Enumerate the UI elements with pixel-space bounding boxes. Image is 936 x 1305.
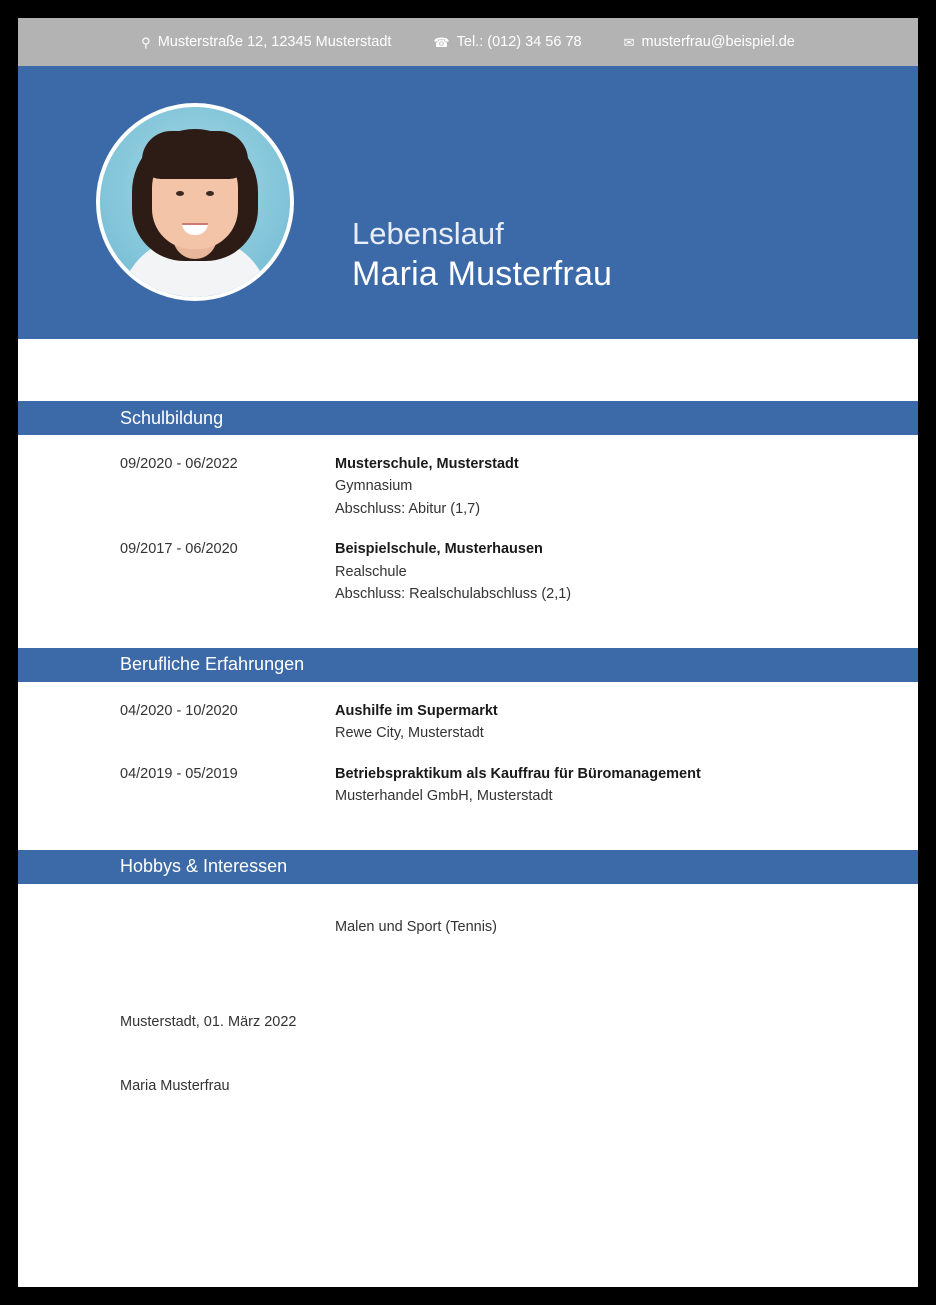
entry-subtitle: Gymnasium: [335, 478, 413, 495]
entry-date: [120, 916, 335, 938]
header-spacer: [18, 339, 918, 401]
entry-date: 09/2020 - 06/2022: [120, 456, 238, 472]
page-bottom-spacer: [18, 1094, 918, 1287]
list-item: [18, 538, 918, 605]
entry-note: Abschluss: Realschulabschluss (2,1): [335, 586, 572, 603]
signature-block: [18, 1014, 918, 1094]
section-title-schulbildung: Schulbildung: [18, 401, 918, 435]
entry-detail: [335, 763, 858, 808]
contact-phone-text: Tel.: (012) 34 56 78: [456, 34, 582, 50]
contact-address: [141, 34, 391, 50]
location-pin-icon: ⚲: [141, 34, 151, 50]
contact-email[interactable]: [624, 34, 795, 50]
contact-address-text: Musterstraße 12, 12345 Musterstadt: [157, 34, 392, 50]
entry-detail: [335, 916, 858, 938]
portrait-eye-left: [176, 191, 184, 196]
section-body-hobbys-interessen: [18, 884, 918, 966]
entry-date: 09/2017 - 06/2020: [120, 541, 238, 558]
entry-title: Musterschule, Musterstadt: [335, 456, 519, 472]
entry-detail: [335, 453, 858, 520]
entry-subtitle: Musterhandel GmbH, Musterstadt: [335, 788, 553, 805]
entry-title: Aushilfe im Supermarkt: [335, 702, 498, 719]
avatar: [96, 103, 294, 301]
entry-subtitle: Realschule: [335, 563, 407, 580]
signature-name: Maria Musterfrau: [120, 1078, 230, 1095]
list-item: [18, 763, 918, 808]
phone-icon: ☎: [433, 34, 450, 50]
header-text: [352, 216, 612, 298]
entry-date: 04/2019 - 05/2019: [120, 765, 238, 782]
entry-title: Beispielschule, Musterhausen: [335, 541, 543, 558]
contact-phone: [433, 34, 581, 50]
section-body-berufliche-erfahrungen: [18, 682, 918, 836]
entry-subtitle: Malen und Sport (Tennis): [335, 918, 497, 935]
entry-date: 04/2020 - 10/2020: [120, 702, 238, 719]
portrait-photo: [100, 107, 290, 297]
resume-header: [18, 66, 918, 339]
contact-bar: [18, 18, 918, 66]
contact-email-text: musterfrau@beispiel.de: [641, 34, 795, 50]
entry-note: Abschluss: Abitur (1,7): [335, 500, 481, 517]
section-spacer: [18, 836, 918, 850]
page-title: Maria Musterfrau: [352, 254, 613, 293]
portrait-eye-right: [206, 191, 214, 196]
section-body-schulbildung: [18, 435, 918, 634]
section-title-berufliche-erfahrungen: Berufliche Erfahrungen: [18, 648, 918, 682]
place-and-date: Musterstadt, 01. März 2022: [120, 1014, 297, 1031]
entry-title: Betriebspraktikum als Kauffrau für Büromanagement: [335, 765, 701, 782]
document-type: Lebenslauf: [352, 216, 504, 251]
section-spacer: [18, 634, 918, 648]
section-title-hobbys-interessen: Hobbys & Interessen: [18, 850, 918, 884]
list-item: [18, 453, 918, 520]
list-item: [18, 700, 918, 745]
entry-detail: [335, 700, 858, 745]
list-item: [18, 916, 918, 938]
envelope-icon: ✉: [623, 34, 635, 50]
entry-subtitle: Rewe City, Musterstadt: [335, 725, 484, 742]
portrait-fringe: [142, 131, 248, 179]
entry-detail: [335, 538, 858, 605]
resume-page: [18, 18, 918, 1287]
